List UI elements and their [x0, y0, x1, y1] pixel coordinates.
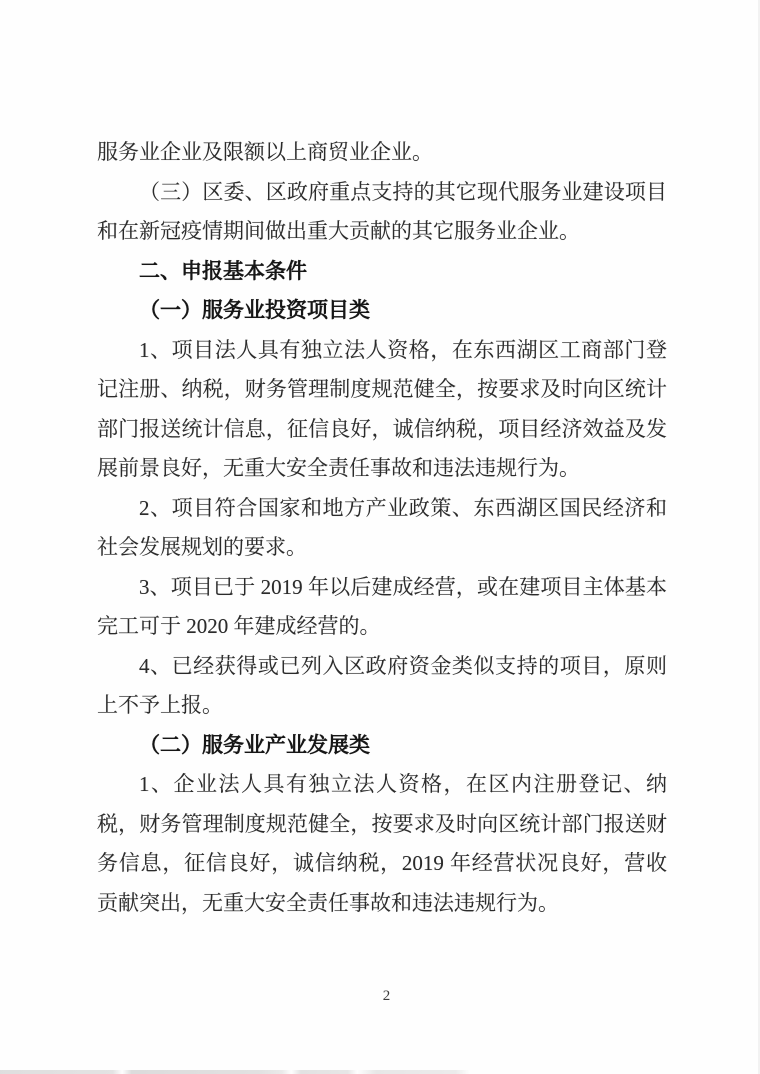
paragraph-item-3: （三）区委、区政府重点支持的其它现代服务业建设项目和在新冠疫情期间做出重大贡献的其它服务业企业。 [97, 179, 667, 243]
subsection-heading-2: （二）服务业产业发展类 [139, 732, 370, 757]
paragraph-condition-5: 1、企业法人具有独立法人资格，在区内注册登记、纳税，财务管理制度规范健全，按要求及时向区统计部门报送财务信息，征信良好，诚信纳税，2019 年经营状况良好，营收贡献突出，无重大安全责任事故和违法违规行为。 [97, 772, 667, 915]
paragraph-continued: 服务业企业及限额以上商贸业企业。 [97, 140, 433, 164]
section-heading-2: 二、申报基本条件 [139, 258, 307, 283]
page-number: 2 [382, 988, 392, 1004]
paragraph-condition-4: 4、已经获得或已列入区政府资金类似支持的项目，原则上不予上报。 [97, 653, 667, 717]
paragraph-condition-1: 1、项目法人具有独立法人资格，在东西湖区工商部门登记注册、纳税，财务管理制度规范健全，按要求及时向区统计部门报送统计信息，征信良好，诚信纳税，项目经济效益及发展前景良好，无重大安全责任事故和违法违规行为。 [97, 337, 667, 480]
document-body [97, 133, 667, 923]
subsection-heading-1: （一）服务业投资项目类 [139, 298, 370, 322]
paragraph-condition-2: 2、项目符合国家和地方产业政策、东西湖区国民经济和社会发展规划的要求。 [97, 495, 667, 559]
scan-artifact-bottom [0, 1070, 470, 1074]
paragraph-condition-3: 3、项目已于 2019 年以后建成经营，或在建项目主体基本完工可于 2020 年建成经营的。 [97, 574, 667, 638]
